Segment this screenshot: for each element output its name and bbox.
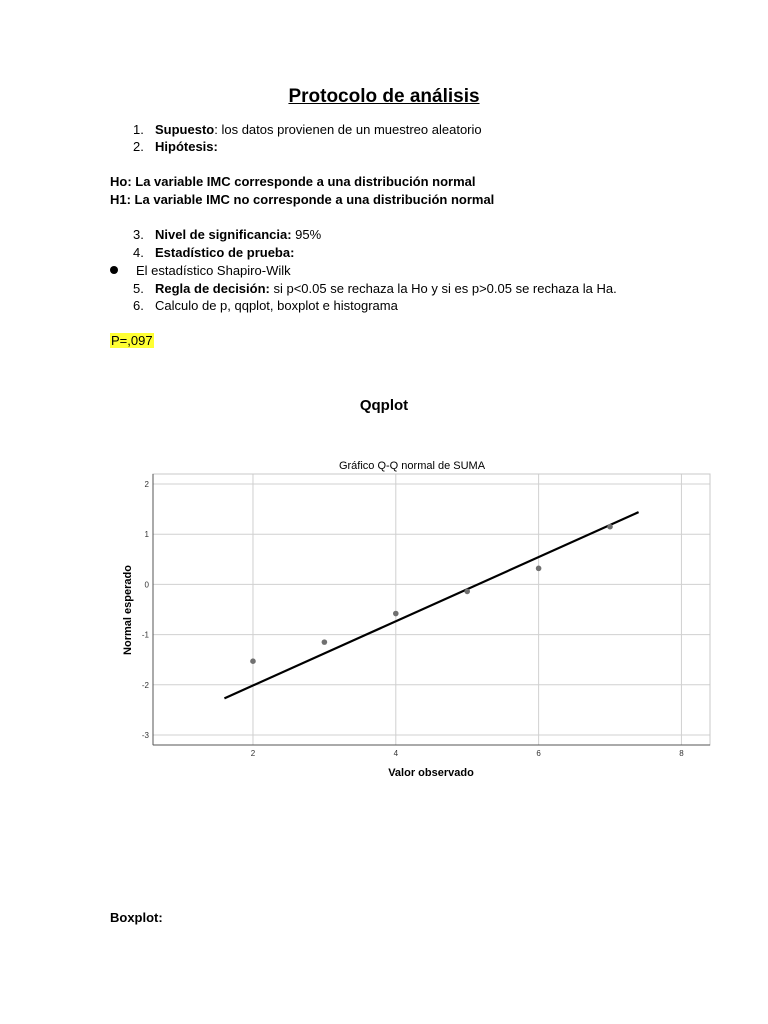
page-title: Protocolo de análisis <box>288 86 480 107</box>
data-point <box>464 589 470 595</box>
reference-line <box>224 512 638 698</box>
list-item-label: Hipótesis: <box>155 139 218 154</box>
list-item-text: Calculo de p, qqplot, boxplot e histograma <box>155 298 398 313</box>
data-point <box>536 566 542 572</box>
axis-ticks <box>142 480 684 758</box>
list-number: 4. <box>133 245 144 260</box>
x-tick-label: 4 <box>393 749 399 758</box>
qqplot-heading: Qqplot <box>359 397 409 414</box>
list-item-label: Nivel de significancia: <box>155 227 292 242</box>
x-tick-label: 2 <box>250 749 256 758</box>
data-point <box>393 611 399 617</box>
data-point <box>322 639 328 645</box>
bullet-text: El estadístico Shapiro-Wilk <box>136 263 291 278</box>
null-hypothesis: Ho: La variable IMC corresponde a una distribución normal <box>110 174 476 189</box>
list-item-text: si p<0.05 se rechaza la Ho y si es p>0.05 se rechaza la Ha. <box>269 281 617 296</box>
list-number: 5. <box>133 281 144 296</box>
list-number: 6. <box>133 298 144 313</box>
list-number: 1. <box>133 122 144 137</box>
y-tick-label: -3 <box>141 730 149 740</box>
list-number: 2. <box>133 139 144 154</box>
y-tick-label: -1 <box>141 630 149 640</box>
boxplot-heading: Boxplot: <box>110 910 163 925</box>
y-tick-label: 1 <box>144 530 149 540</box>
data-points <box>250 524 613 664</box>
plot-area <box>153 474 710 745</box>
alternative-hypothesis: H1: La variable IMC no corresponde a una distribución normal <box>110 192 495 207</box>
y-axis-label: Normal esperado <box>122 565 134 655</box>
data-point <box>250 658 256 664</box>
x-axis-label: Valor observado <box>388 767 474 779</box>
data-point <box>607 524 613 530</box>
list-item-text: : los datos provienen de un muestreo aleatorio <box>214 122 482 137</box>
list-item-label: Supuesto <box>155 122 215 137</box>
list-number: 3. <box>133 227 144 242</box>
chart-title: Gráfico Q-Q normal de SUMA <box>338 460 486 472</box>
chart-grid <box>153 474 710 745</box>
list-item-label: Estadístico de prueba: <box>155 245 295 260</box>
list-item-text: 95% <box>291 227 322 242</box>
list-item-label: Regla de decisión: <box>155 281 270 296</box>
y-tick-label: -2 <box>141 680 149 690</box>
y-tick-label: 2 <box>144 480 149 490</box>
x-tick-label: 6 <box>536 749 541 758</box>
x-tick-label: 8 <box>679 749 684 758</box>
reference-line-group <box>224 512 638 698</box>
p-value-highlight: P=,097 <box>111 333 153 348</box>
y-tick-label: 0 <box>144 580 149 590</box>
